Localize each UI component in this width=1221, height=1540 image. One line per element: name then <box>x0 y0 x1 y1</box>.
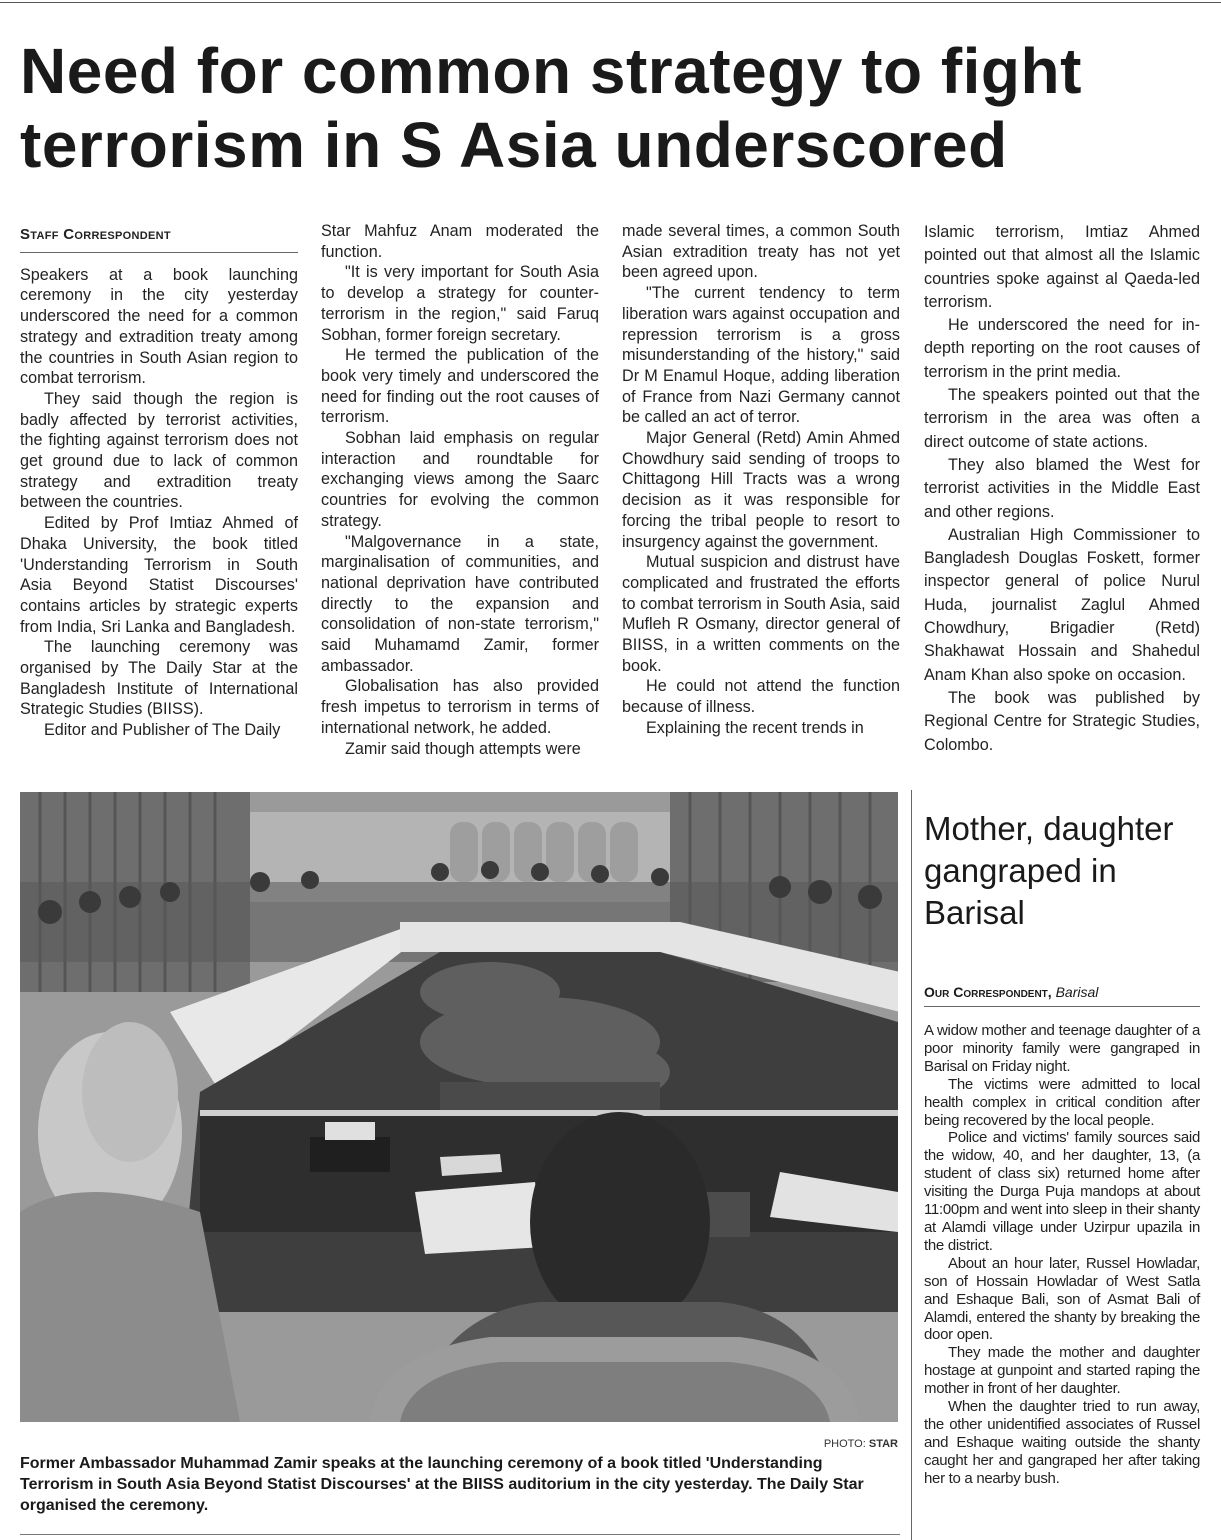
article-paragraph: Sobhan laid emphasis on regular interaction and roundtable for exchanging views among the Saarc countries for evolving the common strategy. <box>321 429 599 530</box>
article-paragraph: "Malgovernance in a state, marginalisation of communities, and national deprivation have contributed directly to the expansion and consolidation of non-state terrorism," said Muhamamd Zamir, former ambassador. <box>321 532 599 675</box>
article-paragraph: "It is very important for South Asia to develop a strategy for counter-terrorism in the region," said Faruq Sobhan, former foreign secretary. <box>321 263 599 344</box>
article-headline: Need for common strategy to fight terrorism in S Asia underscored <box>20 35 1082 181</box>
bottom-rule <box>20 1534 900 1535</box>
article-paragraph: Major General (Retd) Amin Ahmed Chowdhury said sending of troops to Chittagong Hill Tracts was a wrong decision as it was responsible for forcing the tribal people to resort to insurgency against the government. <box>622 429 900 551</box>
article-paragraph: Star Mahfuz Anam moderated the function. <box>321 222 599 261</box>
article-paragraph: Editor and Publisher of The Daily <box>44 721 281 740</box>
photo-caption: Former Ambassador Muhammad Zamir speaks at the launching ceremony of a book titled 'Understanding Terrorism in South Asia Beyond Statist Discourses' at the BIISS auditorium in the city yesterday. The Daily Star organised the ceremony. <box>20 1455 864 1514</box>
sidebar-paragraph: The victims were admitted to local health complex in critical condition after being recovered by the local people. <box>924 1075 1200 1129</box>
news-photo <box>20 792 898 1422</box>
article-paragraph: Explaining the recent trends in <box>646 718 864 737</box>
column-divider <box>911 790 912 1540</box>
article-paragraph: Speakers at a book launching ceremony in the city yesterday underscored the need for a common strategy and extradition treaty among the countries in South Asian region to combat terrorism. <box>20 265 298 388</box>
article-column-1 <box>20 221 298 741</box>
article-paragraph: Zamir said though attempts were <box>345 739 581 758</box>
sidebar-headline: Mother, daughter gangraped in Barisal <box>924 810 1174 931</box>
article-paragraph: The book was published by Regional Centre for Strategic Studies, Colombo. <box>924 688 1200 754</box>
article-paragraph: Globalisation has also provided fresh impetus to terrorism in terms of international network, he added. <box>321 677 599 737</box>
sidebar-body <box>924 1022 1200 1488</box>
article-paragraph: The speakers pointed out that the terrorism in the area was often a direct outcome of state actions. <box>924 386 1200 451</box>
sidebar-paragraph: They made the mother and daughter hostage at gunpoint and started raping the mother in front of her daughter. <box>924 1344 1200 1398</box>
article-paragraph: Edited by Prof Imtiaz Ahmed of Dhaka University, the book titled 'Understanding Terrorism in South Asia Beyond Statist Discourses' contains articles by strategic experts from India, Sri Lanka and Bangladesh. <box>20 514 298 636</box>
sidebar-paragraph: When the daughter tried to run away, the other unidentified associates of Russel and Eshaque waiting outside the shanty caught her and gangraped her after taking her to a nearby bush. <box>924 1398 1200 1487</box>
sidebar-byline: Our Correspondent, Barisal <box>924 984 1200 1007</box>
article-paragraph: Mutual suspicion and distrust have complicated and frustrated the efforts to combat terrorism in South Asia, said Mufleh R Osmany, director general of BIISS, in a written comments on the book. <box>622 553 900 675</box>
article-paragraph: They also blamed the West for terrorist activities in the Middle East and other regions. <box>924 455 1200 521</box>
article-paragraph: He termed the publication of the book very timely and underscored the need for finding out the root causes of terrorism. <box>321 346 599 427</box>
article-paragraph: made several times, a common South Asian extradition treaty has not yet been agreed upon. <box>622 222 900 282</box>
sidebar-paragraph: Police and victims' family sources said the widow, 40, and her daughter, 13, (a student of class six) returned home after visiting the Durga Puja mandops at about 11:00pm and went into sleep in their shanty at Alamdi village under Uzirpur upazila in the district. <box>924 1129 1200 1254</box>
sidebar-paragraph: A widow mother and teenage daughter of a poor minority family were gangraped in Barisal on Friday night. <box>924 1022 1200 1075</box>
photo-credit: PHOTO: STAR <box>823 1438 898 1450</box>
article-paragraph: They said though the region is badly affected by terrorist activities, the fighting against terrorism does not get ground due to lack of common strategy and extradition treaty between the countries. <box>20 389 298 512</box>
sidebar-paragraph: About an hour later, Russel Howladar, son of Hossain Howladar of West Satla and Eshaque Bali, son of Asmat Bali of Alamdi, entered the shanty by breaking the door open. <box>924 1254 1200 1344</box>
article-paragraph: Islamic terrorism, Imtiaz Ahmed pointed out that almost all the Islamic countries spoke against al Qaeda-led terrorism. <box>924 223 1200 311</box>
article-paragraph: He could not attend the function because of illness. <box>622 677 900 717</box>
top-rule <box>0 2 1221 3</box>
article-paragraph: The launching ceremony was organised by The Daily Star at the Bangladesh Institute of International Strategic Studies (BIISS). <box>20 638 298 719</box>
article-column-3 <box>622 221 900 739</box>
article-byline: Staff Correspondent <box>20 221 298 253</box>
article-column-4 <box>924 221 1200 757</box>
article-column-2 <box>321 221 599 759</box>
article-paragraph: "The current tendency to term liberation wars against occupation and repression terrorism is a gross misunderstanding of the history," said Dr M Enamul Hoque, adding liberation of France from Nazi Germany cannot be called an act of terror. <box>622 284 900 427</box>
article-paragraph: He underscored the need for in-depth reporting on the root causes of terrorism in the print media. <box>924 316 1200 381</box>
article-paragraph: Australian High Commissioner to Bangladesh Douglas Foskett, former inspector general of police Nurul Huda, journalist Zaglul Ahmed Chowdhury, Brigadier (Retd) Shakhawat Hossain and Shahedul Anam Khan also spoke on occasion. <box>924 525 1200 684</box>
